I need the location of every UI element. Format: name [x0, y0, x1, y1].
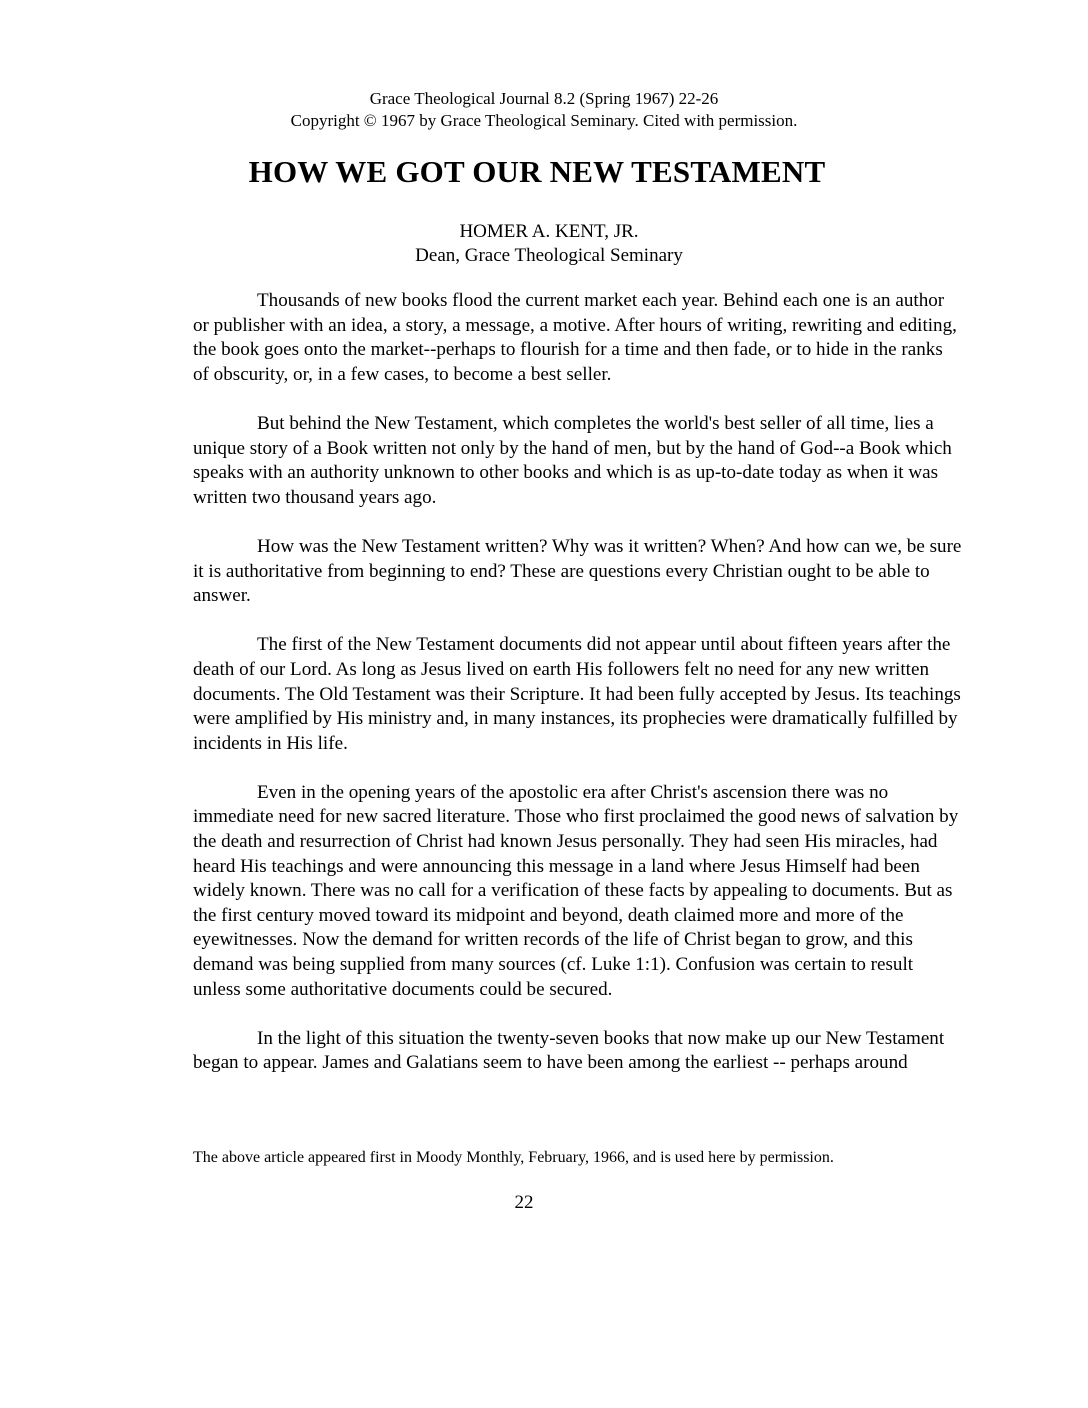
- body-paragraph: The first of the New Testament documents did not appear until about fifteen years after the death of our Lord. As long as Jesus lived on earth His followers felt no need for any new written documents. The Old Testament was their Scripture. It had been fully accepted by Jesus. Its teachings were amplified by His ministry and, in many instances, its prophecies were dramatically fulfilled by incidents in His life.: [193, 634, 961, 754]
- article-body: [193, 289, 963, 1101]
- author-block: [0, 220, 1088, 268]
- journal-citation: Grace Theological Journal 8.2 (Spring 1967) 22-26: [369, 89, 719, 108]
- page-number: 22: [514, 1192, 534, 1213]
- body-paragraph: Even in the opening years of the apostolic era after Christ's ascension there was no immediate need for new sacred literature. Those who first proclaimed the good news of salvation by the death and resurrection of Christ had known Jesus personally. They had seen His miracles, had heard His teachings and were announcing this message in a land where Jesus Himself had been widely known. There was no call for a verification of these facts by appealing to documents. But as the first century moved toward its midpoint and beyond, death claimed more and more of the eyewitnesses. Now the demand for written records of the life of Christ began to grow, and this demand was being supplied from many sources (cf. Luke 1:1). Confusion was certain to result unless some authoritative documents could be secured.: [193, 781, 959, 1000]
- body-paragraph: But behind the New Testament, which completes the world's best seller of all time, lies a unique story of a Book written not only by the hand of men, but by the hand of God--a Book which speaks with an authority unknown to other books and which is as up-to-date today as when it was written two thousand years ago.: [193, 412, 952, 508]
- copyright-notice: Copyright © 1967 by Grace Theological Seminary. Cited with permission.: [290, 111, 798, 130]
- author-name: HOMER A. KENT, JR.: [459, 221, 639, 242]
- body-paragraph: In the light of this situation the twenty-seven books that now make up our New Testament began to appear. James and Galatians seem to have been among the earliest -- perhaps around: [193, 1027, 945, 1074]
- body-paragraph: Thousands of new books flood the current market each year. Behind each one is an author or publisher with an idea, a story, a message, a motive. After hours of writing, rewriting and editing, the book goes onto the market--perhaps to flourish for a time and then fade, or to hide in the ranks of obscurity, or, in a few cases, to become a best seller.: [193, 290, 957, 385]
- body-paragraph: How was the New Testament written? Why was it written? When? And how can we, be sure it is authoritative from beginning to end? These are questions every Christian ought to be able to answer.: [193, 535, 962, 607]
- author-affiliation: Dean, Grace Theological Seminary: [415, 245, 683, 266]
- journal-header: [0, 88, 1088, 132]
- article-title: HOW WE GOT OUR NEW TESTAMENT: [248, 154, 826, 189]
- footnote: The above article appeared first in Moody Monthly, February, 1966, and is used here by permission.: [193, 1149, 834, 1166]
